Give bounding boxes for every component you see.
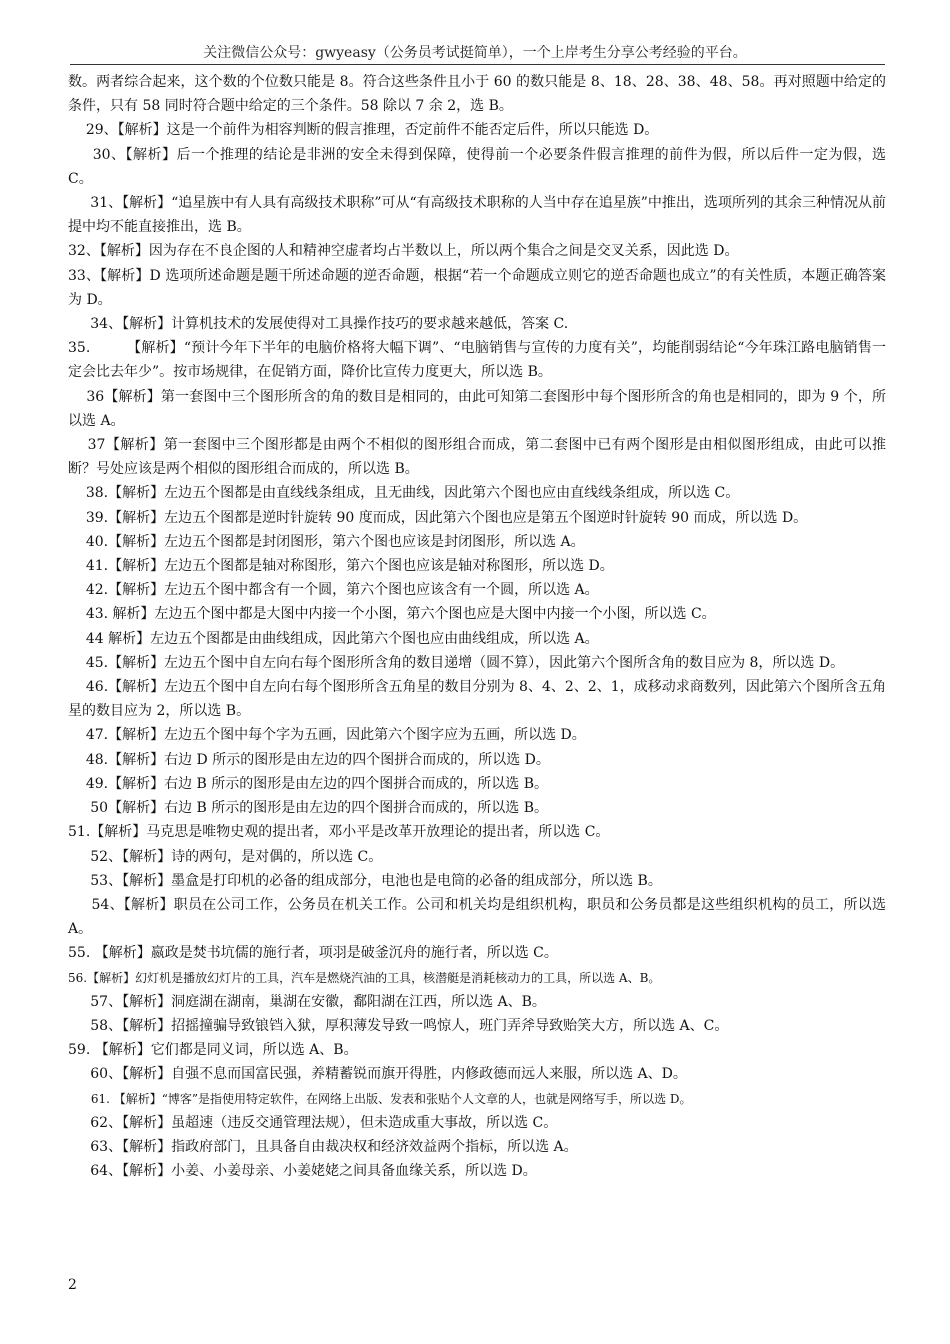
answer-paragraph: 63、【解析】指政府部门，且具备自由裁决权和经济效益两个指标，所以选 A。 [68, 1138, 578, 1155]
answer-paragraph: 51.【解析】马克思是唯物史观的提出者，邓小平是改革开放理论的提出者，所以选 C。 [68, 824, 610, 841]
page-number: 2 [68, 1277, 77, 1293]
answer-paragraph: 44 解析】左边五个图都是由曲线组成，因此第六个图也应由曲线组成，所以选 A。 [68, 630, 599, 647]
answer-paragraph: 64、【解析】小姜、小姜母亲、小姜姥姥之间具备血缘关系，所以选 D。 [68, 1163, 537, 1180]
answer-paragraph: 52、【解析】诗的两句，是对偶的，所以选 C。 [68, 848, 383, 865]
answer-paragraph: 55. 【解析】嬴政是焚书坑儒的施行者，项羽是破釜沉舟的施行者，所以选 C。 [68, 945, 558, 962]
answer-paragraph: 43. 解析】左边五个图中都是大图中内接一个小图，第六个图也应是大图中内接一个小图，所以选 C。 [68, 606, 716, 623]
answer-paragraph: 数。两者综合起来，这个数的个位数只能是 8。符合这些条件且小于 60 的数只能是 8、18、28、38、48、58。再对照题中给定的条件，只有 58 同时符合题中给定的三个条件。58 除以 7 余 2，选 B。 [68, 74, 886, 115]
answer-paragraph: 48.【解析】右边 D 所示的图形是由左边的四个图拼合而成的，所以选 D。 [68, 751, 550, 768]
answer-paragraph: 34、【解析】计算机技术的发展使得对工具操作技巧的要求越来越低，答案 C. [68, 316, 569, 333]
answer-paragraph: 62、【解析】虽超速（违反交通管理法规），但未造成重大事故，所以选 C。 [68, 1114, 558, 1131]
answer-paragraph: 58、【解析】招摇撞骗导致锒铛入狱，厚积薄发导致一鸣惊人，班门弄斧导致贻笑大方，所以选 A、C。 [68, 1017, 729, 1034]
answer-paragraph: 56.【解析】幻灯机是播放幻灯片的工具，汽车是燃烧汽油的工具，核潜艇是消耗核动力的工具，所以选 A、B。 [68, 970, 661, 985]
answer-paragraph: 40.【解析】左边五个图都是封闭图形，第六个图也应该是封闭图形，所以选 A。 [68, 533, 585, 550]
answer-paragraph: 31、【解析】“追星族中有人具有高级技术职称”可从“有高级技术职称的人当中存在追星族”中推出，选项所列的其余三种情况从前提中均不能直接推出，选 B。 [68, 195, 886, 236]
answer-paragraph: 57、【解析】洞庭湖在湖南，巢湖在安徽，鄱阳湖在江西，所以选 A、B。 [68, 993, 546, 1010]
answer-paragraph: 46.【解析】左边五个图中自左向右每个图形所含五角星的数目分别为 8、4、2、2、1，成移动求商数列，因此第六个图所含五角星的数目应为 2，所以选 B。 [68, 679, 886, 720]
answer-paragraph: 59. 【解析】它们都是同义词，所以选 A、B。 [68, 1042, 358, 1059]
answer-paragraph: 39.【解析】左边五个图都是逆时针旋转 90 度而成，因此第六个图也应是第五个图逆时针旋转 90 而成，所以选 D。 [68, 509, 808, 526]
answer-paragraph: 36【解析】第一套图中三个图形所含的角的数目是相同的，由此可知第二套图形中每个图形所含的角也是相同的，即为 9 个，所以选 A。 [68, 388, 886, 429]
answer-paragraph: 53、【解析】墨盒是打印机的必备的组成部分，电池也是电筒的必备的组成部分，所以选 B。 [68, 872, 662, 889]
answer-paragraph: 35. 【解析】“预计今年下半年的电脑价格将大幅下调”、“电脑销售与宣传的力度有关”，均能削弱结论“今年珠江路电脑销售一定会比去年少”。按市场规律，在促销方面，降价比宣传力度更大，所以选 B。 [68, 340, 886, 381]
answer-paragraph: 50【解析】右边 B 所示的图形是由左边的四个图拼合而成的，所以选 B。 [68, 800, 549, 817]
answer-paragraph: 60、【解析】自强不息而国富民强，养精蓄锐而旗开得胜，内修政德而远人来服，所以选 A、D。 [68, 1066, 687, 1083]
answer-paragraph: 45.【解析】左边五个图中自左向右每个图形所含角的数目递增（圆不算），因此第六个图所含角的数目应为 8，所以选 D。 [68, 654, 845, 671]
answer-paragraph: 42.【解析】左边五个图中都含有一个圆，第六个图也应该含有一个圆，所以选 A。 [68, 582, 599, 599]
answer-paragraph: 38.【解析】左边五个图都是由直线线条组成，且无曲线，因此第六个图也应由直线线条组成，所以选 C。 [68, 485, 740, 502]
answer-paragraph: 33、【解析】D 选项所述命题是题干所述命题的逆否命题，根据“若一个命题成立则它的逆否命题也成立”的有关性质，本题正确答案为 D。 [68, 267, 886, 308]
answer-paragraph: 32、【解析】因为存在不良企图的人和精神空虚者均占半数以上，所以两个集合之间是交叉关系，因此选 D。 [68, 243, 739, 260]
answer-paragraph: 41.【解析】左边五个图都是轴对称图形，第六个图也应该是轴对称图形，所以选 D。 [68, 558, 614, 575]
document-body [68, 70, 891, 1183]
answer-paragraph: 54、【解析】职员在公司工作，公务员在机关工作。公司和机关均是组织机构，职员和公务员都是这些组织机构的员工，所以选 A。 [68, 896, 891, 938]
answer-paragraph: 29、【解析】这是一个前件为相容判断的假言推理，否定前件不能否定后件，所以只能选 D。 [68, 122, 659, 139]
header-divider [70, 64, 885, 65]
answer-paragraph: 61. 【解析】“博客”是指使用特定软件，在网络上出版、发表和张贴个人文章的人，也就是网络写手，所以选 D。 [68, 1091, 692, 1106]
answer-paragraph: 37【解析】第一套图中三个图形都是由两个不相似的图形组合而成，第二套图中已有两个图形是由相似图形组成，由此可以推断？号处应该是两个相似的图形组合而成的，所以选 B。 [68, 437, 886, 478]
page-header: 关注微信公众号：gwyeasy（公务员考试挺简单），一个上岸考生分享公考经验的平台。 [203, 45, 747, 61]
answer-paragraph: 30、【解析】后一个推理的结论是非洲的安全未得到保障，使得前一个必要条件假言推理的前件为假，所以后件一定为假，选 C。 [68, 146, 891, 187]
answer-paragraph: 49.【解析】右边 B 所示的图形是由左边的四个图拼合而成的，所以选 B。 [68, 775, 549, 792]
answer-paragraph: 47.【解析】左边五个图中每个字为五画，因此第六个图字应为五画，所以选 D。 [68, 727, 586, 744]
